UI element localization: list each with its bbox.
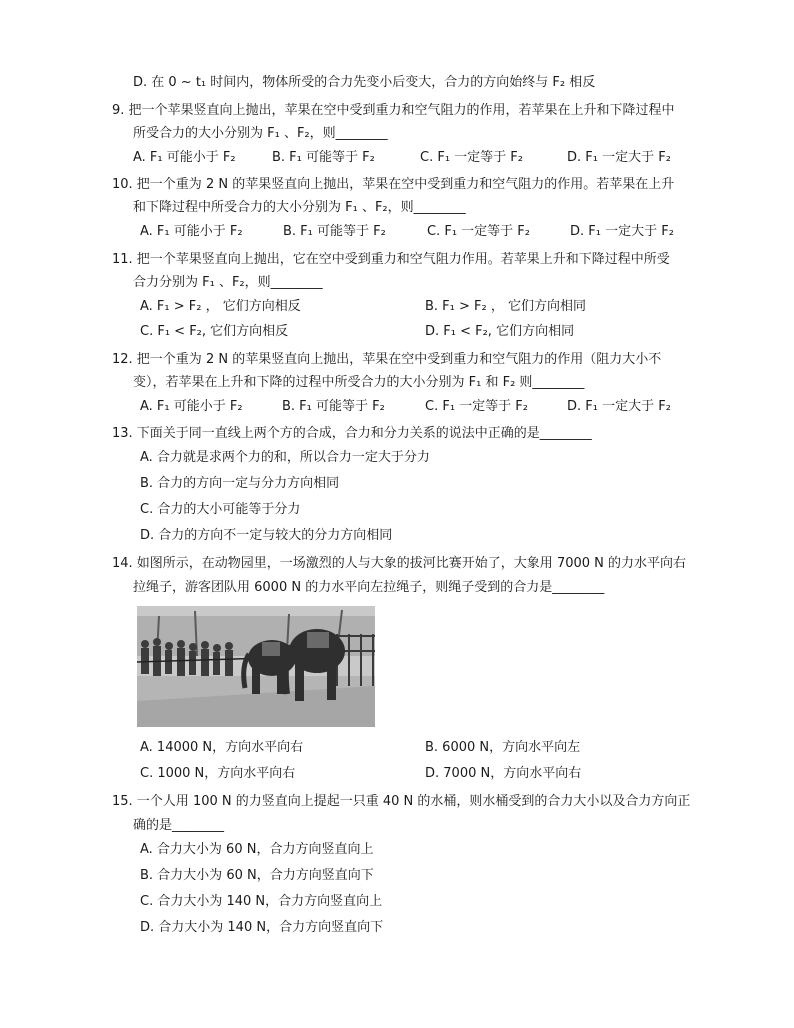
q13-option-c: C. 合力的大小可能等于分力: [140, 502, 301, 517]
q13-option-b: B. 合力的方向一定与分力方向相同: [140, 476, 340, 491]
q10-option-c: C. F₁ 一定等于 F₂: [427, 224, 530, 239]
q9-stem-line1: 9. 把一个苹果竖直向上抛出，苹果在空中受到重力和空气阻力的作用，若苹果在上升和下降过程中: [112, 103, 675, 118]
q15-stem-line1: 15. 一个人用 100 N 的力竖直向上提起一只重 40 N 的水桶，则水桶受到的合力大小以及合力方向正: [112, 794, 691, 809]
q11-option-b: B. F₁ > F₂ ， 它们方向相同: [425, 299, 586, 314]
q11-option-a: A. F₁ > F₂ ， 它们方向相反: [140, 299, 301, 314]
q11-option-d: D. F₁ < F₂, 它们方向相同: [425, 324, 575, 339]
q11-stem-line2: 合力分别为 F₁ 、F₂，则________: [133, 275, 323, 290]
q9-option-b: B. F₁ 可能等于 F₂: [272, 150, 375, 165]
q13-option-d: D. 合力的方向不一定与较大的分力方向相同: [140, 528, 393, 543]
q15-option-a: A. 合力大小为 60 N，合力方向竖直向上: [140, 842, 374, 857]
q9-option-d: D. F₁ 一定大于 F₂: [567, 150, 671, 165]
q14-option-c: C. 1000 N，方向水平向右: [140, 766, 296, 781]
q10-option-a: A. F₁ 可能小于 F₂: [140, 224, 243, 239]
q15-stem-line2: 确的是________: [133, 818, 225, 833]
q12-option-b: B. F₁ 可能等于 F₂: [282, 399, 385, 414]
q9-stem-line2: 所受合力的大小分别为 F₁ 、F₂，则________: [133, 126, 388, 141]
q12-option-d: D. F₁ 一定大于 F₂: [567, 399, 671, 414]
q12-option-c: C. F₁ 一定等于 F₂: [425, 399, 528, 414]
q14-stem-line2: 拉绳子，游客团队用 6000 N 的力水平向左拉绳子，则绳子受到的合力是________: [133, 580, 605, 595]
q14-stem-line1: 14. 如图所示，在动物园里，一场激烈的人与大象的拔河比赛开始了，大象用 7000 N 的力水平向右: [112, 556, 687, 571]
q15-option-b: B. 合力大小为 60 N，合力方向竖直向下: [140, 868, 374, 883]
q13-stem: 13. 下面关于同一直线上两个方的合成，合力和分力关系的说法中正确的是________: [112, 426, 592, 441]
q10-option-d: D. F₁ 一定大于 F₂: [570, 224, 674, 239]
q14-option-a: A. 14000 N，方向水平向右: [140, 740, 304, 755]
q10-option-b: B. F₁ 可能等于 F₂: [283, 224, 386, 239]
q14-option-d: D. 7000 N，方向水平向右: [425, 766, 582, 781]
q10-stem-line2: 和下降过程中所受合力的大小分别为 F₁ 、F₂，则________: [133, 200, 466, 215]
q9-option-a: A. F₁ 可能小于 F₂: [133, 150, 236, 165]
q9-option-c: C. F₁ 一定等于 F₂: [420, 150, 523, 165]
q10-stem-line1: 10. 把一个重为 2 N 的苹果竖直向上抛出，苹果在空中受到重力和空气阻力的作用。若苹果在上升: [112, 177, 675, 192]
q15-option-d: D. 合力大小为 140 N，合力方向竖直向下: [140, 920, 384, 935]
q12-stem-line1: 12. 把一个重为 2 N 的苹果竖直向上抛出，苹果在空中受到重力和空气阻力的作用（阻力大小不: [112, 352, 662, 367]
q13-option-a: A. 合力就是求两个力的和，所以合力一定大于分力: [140, 450, 430, 465]
q11-stem-line1: 11. 把一个苹果竖直向上抛出，它在空中受到重力和空气阻力作用。若苹果上升和下降过程中所受: [112, 252, 670, 267]
q14-option-b: B. 6000 N，方向水平向左: [425, 740, 581, 755]
tug-of-war-photo: [137, 606, 375, 727]
q12-stem-line2: 变），若苹果在上升和下降的过程中所受合力的大小分别为 F₁ 和 F₂ 则________: [133, 375, 585, 390]
q12-option-a: A. F₁ 可能小于 F₂: [140, 399, 243, 414]
q11-option-c: C. F₁ < F₂, 它们方向相反: [140, 324, 289, 339]
q15-option-c: C. 合力大小为 140 N，合力方向竖直向上: [140, 894, 383, 909]
q8-option-d: D. 在 0 ~ t₁ 时间内，物体所受的合力先变小后变大，合力的方向始终与 F₂ 相反: [133, 75, 596, 90]
